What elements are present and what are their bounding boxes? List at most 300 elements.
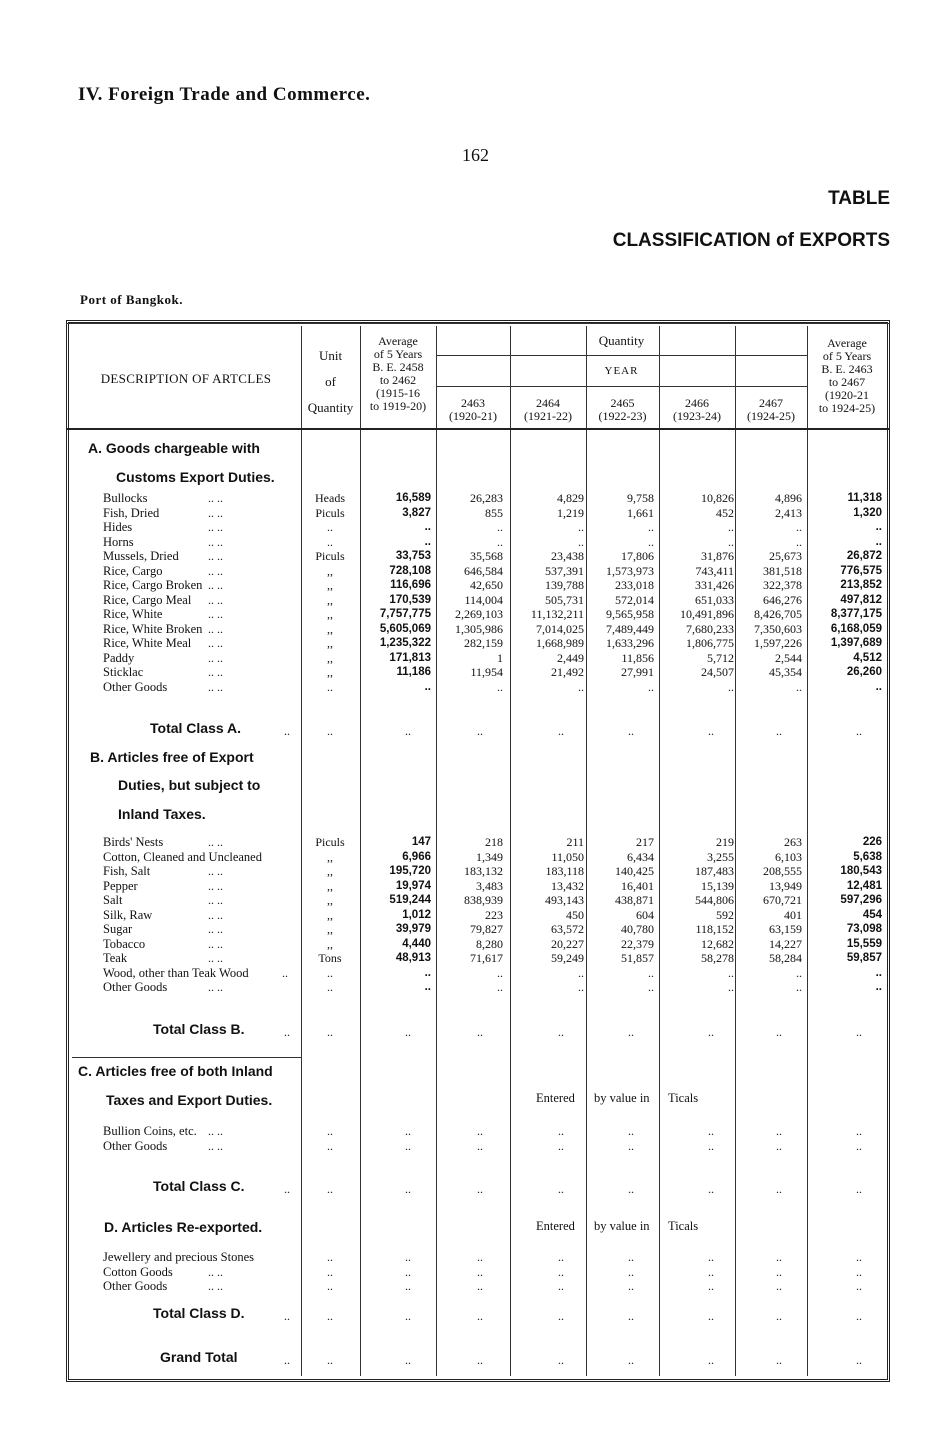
- a-y2-cell: 2,449: [557, 650, 584, 665]
- a-y2-cell: 7,014,025: [536, 621, 584, 636]
- a-y3-cell: 9,758: [627, 491, 654, 505]
- d-y4-cell: ..: [708, 1250, 714, 1264]
- b-avg2-cell: 12,481: [846, 879, 882, 892]
- b-y3-cell: 140,425: [615, 864, 654, 878]
- b-y5-cell: 14,227: [769, 936, 802, 951]
- d-note-ticals: Ticals: [668, 1219, 699, 1233]
- a-y5-cell: 7,350,603: [754, 621, 802, 636]
- a-y2-cell: ..: [578, 520, 584, 534]
- a-y3-cell: 233,018: [615, 578, 654, 592]
- b-y4-cell: 187,483: [695, 864, 734, 878]
- d-y5-cell: ..: [776, 1250, 782, 1264]
- leader-dots: .. ..: [208, 650, 223, 665]
- table-label: TABLE: [828, 188, 890, 209]
- unit-cell: ..: [327, 1250, 333, 1264]
- a-y1-cell: ..: [497, 520, 503, 534]
- b-avg2-cell: ..: [875, 981, 882, 993]
- leader-dots: .. ..: [208, 980, 223, 994]
- b-y1-cell: 1,349: [476, 849, 503, 864]
- a-y5-cell: 25,673: [769, 549, 802, 563]
- b-y1-cell: 8,280: [476, 936, 503, 951]
- b-y1-cell: 218: [485, 835, 503, 849]
- article-name: Jewellery and precious Stones: [103, 1250, 255, 1264]
- a-y5-cell: 1,597,226: [754, 636, 802, 650]
- a-y4-cell: 24,507: [701, 665, 734, 679]
- section-a-title-2: Customs Export Duties.: [116, 469, 275, 485]
- total-class-b-label: Total Class B.: [153, 1021, 245, 1037]
- a-y1-cell: ..: [497, 679, 503, 694]
- total-y2-cell: ..: [558, 724, 564, 738]
- d-avg1-cell: ..: [405, 1264, 411, 1279]
- unit-cell: ..: [327, 1124, 333, 1138]
- leader-dots: .. ..: [208, 578, 223, 592]
- a-avg1-cell: 7,757,775: [379, 608, 431, 620]
- d-avg1-cell: ..: [405, 1250, 411, 1264]
- b-y4-cell: 12,682: [701, 936, 734, 951]
- unit-cell: ,,: [327, 621, 333, 636]
- d-y2-cell: ..: [558, 1250, 564, 1264]
- b-y4-cell: 15,139: [701, 878, 734, 893]
- a-avg1-cell: 5,605,069: [379, 622, 431, 635]
- d-y2-cell: ..: [558, 1279, 564, 1293]
- c-note-by-value: by value in: [594, 1091, 650, 1105]
- b-avg1-cell: 19,974: [395, 879, 431, 892]
- c-y3-cell: ..: [628, 1124, 634, 1138]
- total-avg2-cell: ..: [856, 1182, 862, 1196]
- a-y4-cell: ..: [728, 534, 734, 549]
- a-y2-cell: 1,668,989: [536, 636, 584, 650]
- b-y2-cell: 63,572: [551, 922, 584, 936]
- unit-cell: ,,: [327, 563, 333, 578]
- leader-dots: ..: [284, 1025, 290, 1039]
- article-name: Fish, Salt: [103, 864, 151, 878]
- grand-total-label: Grand Total: [160, 1349, 238, 1365]
- b-y5-cell: 263: [784, 835, 802, 849]
- leader-dots: .. ..: [208, 878, 223, 893]
- a-avg1-cell: 11,186: [396, 666, 431, 678]
- c-y5-cell: ..: [776, 1138, 782, 1153]
- a-y5-cell: 4,896: [775, 491, 802, 505]
- a-y4-cell: 10,826: [701, 491, 734, 505]
- unit-cell: ..: [327, 679, 333, 694]
- article-name: Cotton, Cleaned and Uncleaned: [103, 849, 262, 864]
- d-y5-cell: ..: [776, 1279, 782, 1293]
- b-avg2-cell: 597,296: [840, 894, 882, 906]
- article-name: Other Goods: [103, 679, 168, 694]
- a-avg2-cell: 11,318: [847, 492, 882, 504]
- a-avg2-cell: 26,872: [846, 550, 882, 562]
- c-y3-cell: ..: [628, 1138, 634, 1153]
- article-name: Rice, White Meal: [103, 636, 192, 650]
- leader-dots: .. ..: [208, 936, 223, 951]
- unit-cell: ..: [327, 1279, 333, 1293]
- unit-cell: ,,: [327, 849, 333, 864]
- b-avg1-cell: 6,966: [402, 850, 431, 863]
- b-y5-cell: 63,159: [769, 922, 802, 936]
- unit-cell: ..: [327, 965, 333, 980]
- b-y5-cell: 208,555: [763, 864, 802, 878]
- b-y5-cell: 13,949: [769, 878, 802, 893]
- a-avg1-cell: 116,696: [390, 579, 431, 591]
- d-y4-cell: ..: [708, 1264, 714, 1279]
- article-name: Bullocks: [103, 491, 148, 505]
- unit-cell: ..: [327, 724, 333, 738]
- a-avg2-cell: 6,168,059: [830, 622, 882, 635]
- a-avg2-cell: 213,852: [840, 579, 882, 591]
- b-y5-cell: ..: [796, 965, 802, 980]
- total-y1-cell: ..: [477, 1025, 483, 1039]
- unit-cell: ,,: [327, 864, 333, 878]
- b-y4-cell: 58,278: [701, 951, 734, 965]
- total-y4-cell: ..: [708, 724, 714, 738]
- article-name: Rice, White: [103, 607, 163, 621]
- top-rule: [66, 323, 890, 324]
- article-name: Paddy: [103, 650, 135, 665]
- b-y5-cell: 401: [784, 907, 802, 922]
- a-y5-cell: 2,413: [775, 505, 802, 520]
- section-c-title-2: Taxes and Export Duties.: [106, 1092, 273, 1108]
- unit-cell: Piculs: [315, 835, 345, 849]
- total-avg2-cell: ..: [856, 1309, 862, 1323]
- d-y1-cell: ..: [477, 1279, 483, 1293]
- unit-cell: Piculs: [315, 505, 345, 520]
- b-y4-cell: 592: [716, 907, 734, 922]
- b-avg1-cell: 39,979: [395, 923, 431, 935]
- a-y2-cell: ..: [578, 534, 584, 549]
- article-name: Pepper: [103, 878, 138, 893]
- b-avg2-cell: 59,857: [846, 952, 882, 964]
- a-y4-cell: 10,491,896: [680, 607, 734, 621]
- total-y3-cell: ..: [628, 1309, 634, 1323]
- leader-dots: ..: [284, 1309, 290, 1323]
- a-y2-cell: 505,731: [545, 592, 584, 607]
- article-name: Other Goods: [103, 980, 168, 994]
- article-name: Rice, Cargo: [103, 563, 163, 578]
- unit-cell: ,,: [327, 922, 333, 936]
- a-y3-cell: 1,661: [627, 505, 654, 520]
- b-y4-cell: 118,152: [695, 922, 734, 936]
- c-avg1-cell: ..: [405, 1138, 411, 1153]
- a-y1-cell: ..: [497, 534, 503, 549]
- d-y1-cell: ..: [477, 1250, 483, 1264]
- a-y4-cell: ..: [728, 679, 734, 694]
- leader-dots: ..: [284, 1182, 290, 1196]
- a-avg1-cell: ..: [424, 680, 431, 693]
- b-avg2-cell: 226: [862, 836, 882, 848]
- table-title: CLASSIFICATION of EXPORTS: [612, 230, 890, 251]
- article-name: Salt: [103, 893, 123, 907]
- b-avg1-cell: ..: [424, 966, 431, 979]
- a-y4-cell: 7,680,233: [686, 621, 734, 636]
- d-y3-cell: ..: [628, 1264, 634, 1279]
- leader-dots: .. ..: [208, 607, 223, 621]
- a-y5-cell: ..: [796, 520, 802, 534]
- b-y2-cell: 11,050: [551, 849, 584, 864]
- a-y1-cell: 11,954: [470, 665, 503, 679]
- b-y4-cell: 219: [716, 835, 734, 849]
- b-y4-cell: 3,255: [707, 849, 734, 864]
- leader-dots: .. ..: [208, 1124, 223, 1138]
- a-avg2-cell: ..: [875, 521, 882, 533]
- a-avg2-cell: 1,320: [853, 506, 882, 519]
- b-y3-cell: 438,871: [615, 893, 654, 907]
- unit-cell: ,,: [327, 893, 333, 907]
- avg-next-header: Average of 5 Years B. E. 2463 to 2467 (1920-21 to 1924-25): [818, 336, 876, 415]
- leader-dots: .. ..: [208, 951, 223, 965]
- b-avg2-cell: 454: [862, 908, 882, 921]
- leader-dots: .. ..: [208, 563, 223, 578]
- total-y4-cell: ..: [708, 1182, 714, 1196]
- unit-cell: ..: [327, 980, 333, 994]
- a-y4-cell: 743,411: [695, 563, 734, 578]
- a-avg1-cell: 16,589: [395, 492, 431, 504]
- a-y1-cell: 282,159: [464, 636, 503, 650]
- a-avg1-cell: ..: [424, 535, 431, 548]
- b-y1-cell: ..: [497, 965, 503, 980]
- unit-cell: ..: [327, 534, 333, 549]
- leader-dots: .. ..: [208, 505, 223, 520]
- b-y2-cell: 13,432: [551, 878, 584, 893]
- a-avg2-cell: ..: [875, 535, 882, 548]
- a-y2-cell: 537,391: [545, 563, 584, 578]
- leader-dots: ..: [284, 1353, 290, 1367]
- a-y3-cell: 11,856: [621, 650, 654, 665]
- d-y3-cell: ..: [628, 1250, 634, 1264]
- section-c-title-1: C. Articles free of both Inland: [78, 1063, 273, 1079]
- b-avg2-cell: 15,559: [846, 937, 882, 950]
- year-5-header: 2467 (1924-25): [747, 396, 795, 423]
- total-y1-cell: ..: [477, 1182, 483, 1196]
- leader-dots: .. ..: [208, 1264, 223, 1279]
- b-avg1-cell: 195,720: [389, 865, 431, 877]
- unit-cell: ..: [327, 1309, 333, 1323]
- leader-dots: .. ..: [208, 835, 223, 849]
- c-y2-cell: ..: [558, 1138, 564, 1153]
- leader-dots: .. ..: [208, 592, 223, 607]
- unit-cell: Heads: [315, 491, 345, 505]
- unit-cell: ,,: [327, 578, 333, 592]
- d-y4-cell: ..: [708, 1279, 714, 1293]
- a-y3-cell: 1,573,973: [606, 563, 654, 578]
- b-avg2-cell: 73,098: [846, 923, 882, 935]
- leader-dots: .. ..: [208, 907, 223, 922]
- total-avg2-cell: ..: [856, 724, 862, 738]
- leader-dots: .. ..: [208, 520, 223, 534]
- leader-dots: .. ..: [208, 1279, 223, 1293]
- b-avg2-cell: 5,638: [853, 850, 882, 863]
- page-number: 162: [462, 145, 489, 165]
- section-c-box-top: [72, 1057, 302, 1058]
- d-avg1-cell: ..: [405, 1279, 411, 1293]
- article-name: Rice, Cargo Meal: [103, 592, 192, 607]
- a-y3-cell: 1,633,296: [606, 636, 654, 650]
- unit-cell: ,,: [327, 592, 333, 607]
- total-y1-cell: ..: [477, 724, 483, 738]
- a-y3-cell: ..: [648, 520, 654, 534]
- quantity-header: Quantity: [598, 333, 645, 348]
- quantity-rule: [436, 355, 807, 356]
- leader-dots: ..: [282, 965, 288, 980]
- leader-dots: .. ..: [208, 665, 223, 679]
- unit-cell: ,,: [327, 907, 333, 922]
- section-heading: IV. Foreign Trade and Commerce.: [78, 84, 371, 105]
- b-y2-cell: 183,118: [545, 864, 584, 878]
- a-y3-cell: 9,565,958: [606, 607, 654, 621]
- total-class-c-label: Total Class C.: [153, 1178, 245, 1194]
- section-b-title-3: Inland Taxes.: [118, 806, 206, 822]
- a-avg2-cell: 497,812: [840, 593, 882, 606]
- b-y4-cell: 544,806: [695, 893, 734, 907]
- a-avg2-cell: 1,397,689: [830, 637, 882, 649]
- total-avg1-cell: ..: [405, 724, 411, 738]
- b-y1-cell: 3,483: [476, 878, 503, 893]
- b-y5-cell: 6,103: [775, 849, 802, 864]
- leader-dots: .. ..: [208, 549, 223, 563]
- b-y3-cell: ..: [648, 980, 654, 994]
- total-avg1-cell: ..: [405, 1182, 411, 1196]
- total-y2-cell: ..: [558, 1025, 564, 1039]
- b-avg1-cell: ..: [424, 981, 431, 993]
- article-name: Silk, Raw: [103, 907, 153, 922]
- a-y3-cell: 17,806: [621, 549, 654, 563]
- a-avg1-cell: 33,753: [395, 550, 431, 562]
- b-y1-cell: 79,827: [470, 922, 503, 936]
- year-rule: [436, 386, 807, 387]
- a-y3-cell: 7,489,449: [606, 621, 654, 636]
- total-y2-cell: ..: [558, 1353, 564, 1367]
- total-y4-cell: ..: [708, 1309, 714, 1323]
- a-y1-cell: 1: [497, 650, 503, 665]
- unit-cell: ,,: [327, 936, 333, 951]
- leader-dots: .. ..: [208, 534, 223, 549]
- leader-dots: .. ..: [208, 636, 223, 650]
- a-y1-cell: 1,305,986: [455, 621, 503, 636]
- article-name: Sugar: [103, 922, 133, 936]
- a-y5-cell: 646,276: [763, 592, 802, 607]
- total-y5-cell: ..: [776, 724, 782, 738]
- a-avg2-cell: 26,260: [846, 666, 882, 678]
- a-avg1-cell: 728,108: [389, 564, 431, 577]
- d-y3-cell: ..: [628, 1279, 634, 1293]
- a-y1-cell: 114,004: [464, 592, 503, 607]
- total-avg1-cell: ..: [405, 1353, 411, 1367]
- section-a-title-1: A. Goods chargeable with: [88, 440, 260, 456]
- article-name: Wood, other than Teak Wood: [103, 965, 249, 980]
- unit-header: Unit of Quantity: [307, 348, 354, 415]
- d-y5-cell: ..: [776, 1264, 782, 1279]
- a-y4-cell: 1,806,775: [686, 636, 734, 650]
- unit-cell: ,,: [327, 607, 333, 621]
- unit-cell: Tons: [318, 951, 342, 965]
- c-note-entered: Entered: [536, 1091, 575, 1105]
- unit-cell: Piculs: [315, 549, 345, 563]
- year-4-header: 2466 (1923-24): [673, 396, 721, 423]
- section-b-title-2: Duties, but subject to: [118, 777, 261, 793]
- a-y1-cell: 35,568: [470, 549, 503, 563]
- total-avg1-cell: ..: [405, 1025, 411, 1039]
- c-note-ticals: Ticals: [668, 1091, 699, 1105]
- total-y2-cell: ..: [558, 1182, 564, 1196]
- d-avg2-cell: ..: [856, 1250, 862, 1264]
- a-y4-cell: 331,426: [695, 578, 734, 592]
- a-y1-cell: 2,269,103: [455, 607, 503, 621]
- a-avg2-cell: 4,512: [853, 651, 882, 664]
- a-y5-cell: ..: [796, 679, 802, 694]
- article-name: Rice, White Broken: [103, 621, 203, 636]
- avg-prev-header: Average of 5 Years B. E. 2458 to 2462 (1915-16 to 1919-20): [369, 334, 427, 413]
- a-avg1-cell: ..: [424, 521, 431, 533]
- a-y5-cell: 322,378: [763, 578, 802, 592]
- unit-cell: ..: [327, 1264, 333, 1279]
- b-avg1-cell: 519,244: [389, 894, 431, 906]
- port-label: Port of Bangkok.: [80, 292, 183, 307]
- year-1-header: 2463 (1920-21): [449, 396, 497, 423]
- b-y2-cell: 211: [566, 835, 584, 849]
- b-y2-cell: 20,227: [551, 936, 584, 951]
- b-y2-cell: ..: [578, 965, 584, 980]
- b-y5-cell: 58,284: [769, 951, 802, 965]
- total-avg2-cell: ..: [856, 1353, 862, 1367]
- total-y1-cell: ..: [477, 1353, 483, 1367]
- total-y3-cell: ..: [628, 1353, 634, 1367]
- a-y1-cell: 855: [485, 505, 503, 520]
- total-y3-cell: ..: [628, 724, 634, 738]
- total-class-d-label: Total Class D.: [153, 1305, 245, 1321]
- c-y2-cell: ..: [558, 1124, 564, 1138]
- b-avg1-cell: 147: [411, 836, 431, 848]
- b-y4-cell: ..: [728, 965, 734, 980]
- total-y2-cell: ..: [558, 1309, 564, 1323]
- a-y5-cell: 45,354: [769, 665, 802, 679]
- a-y2-cell: 23,438: [551, 549, 584, 563]
- unit-cell: ..: [327, 1025, 333, 1039]
- year-2-header: 2464 (1921-22): [524, 396, 572, 423]
- total-y5-cell: ..: [776, 1353, 782, 1367]
- a-y3-cell: 572,014: [615, 592, 654, 607]
- year-3-header: 2465 (1922-23): [598, 396, 647, 423]
- a-y3-cell: ..: [648, 679, 654, 694]
- a-y4-cell: 452: [716, 505, 734, 520]
- a-y2-cell: 139,788: [545, 578, 584, 592]
- leader-dots: ..: [284, 724, 290, 738]
- b-y1-cell: 838,939: [464, 893, 503, 907]
- a-y1-cell: 42,650: [470, 578, 503, 592]
- a-avg1-cell: 171,813: [389, 651, 431, 664]
- c-y1-cell: ..: [477, 1124, 483, 1138]
- a-avg1-cell: 1,235,322: [379, 637, 431, 649]
- leader-dots: .. ..: [208, 893, 223, 907]
- total-class-a-label: Total Class A.: [150, 720, 242, 736]
- c-y4-cell: ..: [708, 1138, 714, 1153]
- total-avg2-cell: ..: [856, 1025, 862, 1039]
- a-y2-cell: 1,219: [557, 505, 584, 520]
- b-y1-cell: 71,617: [470, 951, 503, 965]
- a-y4-cell: 5,712: [707, 650, 734, 665]
- section-d-title: D. Articles Re-exported.: [104, 1219, 263, 1235]
- leader-dots: .. ..: [208, 679, 223, 694]
- article-name: Fish, Dried: [103, 505, 160, 520]
- total-y1-cell: ..: [477, 1309, 483, 1323]
- b-y5-cell: ..: [796, 980, 802, 994]
- article-name: Rice, Cargo Broken: [103, 578, 203, 592]
- b-y3-cell: ..: [648, 965, 654, 980]
- unit-cell: ,,: [327, 636, 333, 650]
- a-y4-cell: ..: [728, 520, 734, 534]
- b-y3-cell: 6,434: [627, 849, 654, 864]
- a-avg2-cell: ..: [875, 680, 882, 693]
- d-note-entered: Entered: [536, 1219, 575, 1233]
- description-header: DESCRIPTION OF ARTCLES: [100, 371, 272, 386]
